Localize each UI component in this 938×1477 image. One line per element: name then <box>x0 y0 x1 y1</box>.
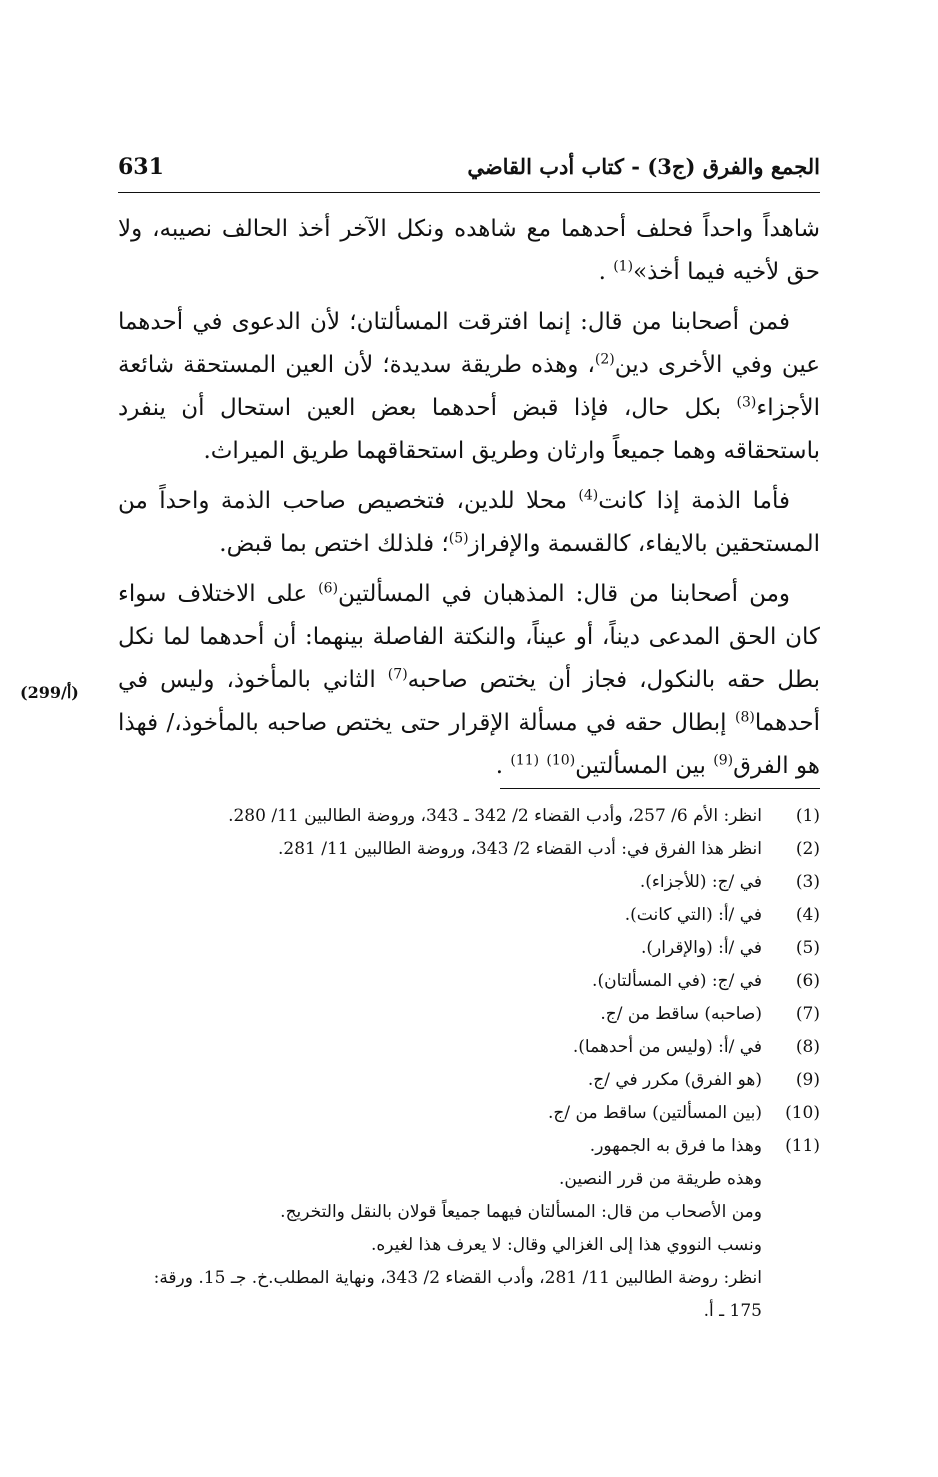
paragraph-text: شاهداً واحداً فحلف أحدهما مع شاهده ونكل الآخر أخذ الحالف نصيبه، ولا حق لأخيه فيما أخذ» <box>118 216 820 285</box>
footnote-reference: (2) <box>594 351 615 368</box>
paragraph-2 <box>118 301 820 473</box>
paragraph-text: فمن أصحابنا من قال: إنما افترقت المسألتان؛ لأن الدعوى في أحدهما عين وفي الأخرى دين <box>118 309 820 378</box>
page-header <box>118 150 820 193</box>
manuscript-folio-note: (299/أ) <box>20 683 79 702</box>
running-title: الجمع والفرق (ج3) - كتاب أدب القاضي <box>467 154 820 179</box>
footnote-continuation-line: وهذه طريقة من قرر النصين. <box>559 1169 762 1189</box>
footnote-reference: (9) <box>713 752 734 769</box>
footnote-text: وهذا ما فرق به الجمهور. <box>589 1136 762 1156</box>
footnote-reference: (11) <box>510 752 540 769</box>
footnote-reference: (7) <box>387 666 408 683</box>
footnote-text: (بين المسألتين) ساقط من /ج. <box>548 1103 762 1123</box>
paragraph-text: بكل حال، فإذا قبض أحدهما بعض العين استحال أن ينفرد باستحقاقه وهما جميعاً وارثان وطريق استحقاقهما طريق الميراث. <box>118 395 820 464</box>
footnote-reference: (8) <box>735 709 755 726</box>
footnote-separator <box>500 788 820 789</box>
footnote-continuation-line: ومن الأصحاب من قال: المسألتان فيهما جميعاً قولان بالنقل والتخريج. <box>280 1202 762 1222</box>
footnote-number: (10) <box>785 1103 820 1123</box>
paragraph-text: . <box>598 259 614 285</box>
footnote-text: في /أ: (والإقرار). <box>640 938 762 958</box>
footnote-text: (هو الفرق) مكرر في /ج. <box>587 1070 762 1090</box>
footnote-text: في /أ: (وليس من أحدهما). <box>572 1037 762 1057</box>
paragraph-text: ومن أصحابنا من قال: المذهبان في المسألتين <box>338 581 791 607</box>
footnote-text: (صاحبه) ساقط من /ج. <box>600 1004 762 1024</box>
footnote-reference: (5) <box>448 530 469 547</box>
paragraph-3 <box>118 480 820 566</box>
paragraph-text: ؛ فلذلك اختص بما قبض. <box>219 531 449 557</box>
paragraph-text: الثاني بالمأخوذ، وليس في أحدهما <box>118 667 820 736</box>
paragraph-text: . <box>495 753 511 779</box>
paragraph-text: فأما الذمة إذا كانت <box>598 488 790 514</box>
footnote-text: في /أ: (التي كانت). <box>624 905 762 925</box>
footnote-reference: (1) <box>613 258 634 275</box>
footnote <box>118 965 820 998</box>
footnote-text: انظر هذا الفرق في: أدب القضاء 2/ 343، وروضة الطالبين 11/ 281. <box>278 839 762 859</box>
paragraph-1 <box>118 208 820 294</box>
paragraph-text: ، وهذه طريقة سديدة؛ لأن العين المستحقة شائعة الأجزاء <box>118 352 820 421</box>
footnote <box>118 866 820 899</box>
footnote <box>118 800 820 833</box>
page-number: 631 <box>118 154 164 180</box>
main-text <box>118 208 820 795</box>
footnote-number: (6) <box>795 971 820 991</box>
footnote-number: (3) <box>795 872 820 892</box>
footnote-text: انظر: الأم 6/ 257، وأدب القضاء 2/ 342 ـ 343، وروضة الطالبين 11/ 280. <box>228 806 762 826</box>
footnote <box>118 1130 820 1163</box>
footnote-number: (2) <box>795 839 820 859</box>
footnote-text: في /ج: (للأجزاء). <box>639 872 762 892</box>
footnote-number: (8) <box>795 1037 820 1057</box>
footnote <box>118 1031 820 1064</box>
footnote-number: (7) <box>795 1004 820 1024</box>
footnote-continuation-line: ونسب النووي هذا إلى الغزالي وقال: لا يعرف هذا لغيره. <box>370 1235 762 1255</box>
footnote-text: في /ج: (في المسألتان). <box>592 971 762 991</box>
footnote-continuation-line: انظر: روضة الطالبين 11/ 281، وأدب القضاء 2/ 343، ونهاية المطلب.خ. جـ 15. ورقة: 175 ـ أ. <box>153 1268 762 1321</box>
paragraph-text: بين المسألتين <box>575 753 714 779</box>
footnote-number: (1) <box>795 806 820 826</box>
footnote <box>118 899 820 932</box>
footnote-reference: (6) <box>318 580 339 597</box>
footnotes <box>118 800 820 1328</box>
paragraph-text: محلا للدين، فتخصيص صاحب الذمة واحداً من المستحقين بالايفاء، كالقسمة والإفراز <box>118 488 820 557</box>
footnote <box>118 833 820 866</box>
paragraph-text: إبطال حقه في مسألة الإقرار حتى يختص صاحبه بالمأخوذ،/ فهذا هو الفرق <box>118 710 820 779</box>
footnote-number: (5) <box>795 938 820 958</box>
footnote <box>118 932 820 965</box>
footnote <box>118 1097 820 1130</box>
paragraph-text: على الاختلاف سواء كان الحق المدعى ديناً، أو عيناً، والنكتة الفاصلة بينهما: أن أحدهما لما نكل بطل حقه بالنكول، فجاز أن يختص صاحبه <box>118 581 820 693</box>
footnote-number: (11) <box>785 1136 820 1156</box>
paragraph-4 <box>118 573 820 788</box>
footnote-reference: (3) <box>736 394 757 411</box>
footnote-reference: (4) <box>578 487 599 504</box>
footnote-number: (9) <box>795 1070 820 1090</box>
footnote-reference: (10) <box>546 752 576 769</box>
footnote-number: (4) <box>795 905 820 925</box>
footnote <box>118 1064 820 1097</box>
footnote <box>118 998 820 1031</box>
